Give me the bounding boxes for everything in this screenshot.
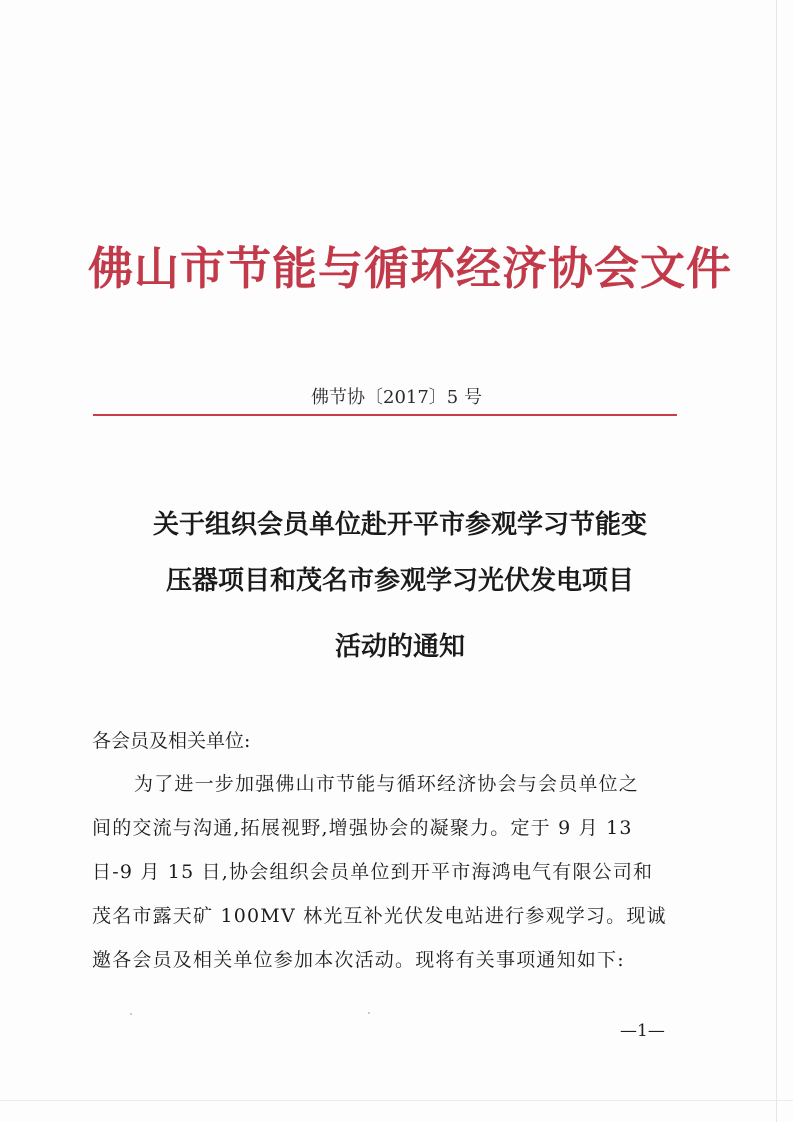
- page-edge-bottom: [0, 1100, 793, 1101]
- salutation: 各会员及相关单位:: [92, 730, 251, 752]
- document-number: 佛节协〔2017〕5 号: [311, 387, 482, 408]
- body-line: 日-9 月 15 日,协会组织会员单位到开平市海鸿电气有限公司和: [92, 861, 654, 883]
- notice-title-line-3: 活动的通知: [334, 632, 465, 662]
- scan-speck: [368, 1012, 370, 1014]
- body-line: 间的交流与沟通,拓展视野,增强协会的凝聚力。定于 9 月 13: [92, 817, 633, 839]
- page-edge-right: [776, 0, 777, 1122]
- notice-title-line-1: 关于组织会员单位赴开平市参观学习节能变: [152, 510, 647, 540]
- body-line: 茂名市露天矿 100MV 林光互补光伏发电站进行参观学习。现诚: [92, 905, 667, 927]
- body-line: 邀各会员及相关单位参加本次活动。现将有关事项通知如下:: [92, 949, 625, 971]
- body-line: 为了进一步加强佛山市节能与循环经济协会与会员单位之: [134, 773, 640, 795]
- page-number: —1—: [620, 1021, 665, 1041]
- red-divider-rule: [93, 414, 677, 416]
- scan-speck: [130, 1013, 132, 1015]
- notice-title-line-2: 压器项目和茂名市参观学习光伏发电项目: [165, 566, 634, 596]
- document-masthead: 佛山市节能与循环经济协会文件: [88, 242, 733, 295]
